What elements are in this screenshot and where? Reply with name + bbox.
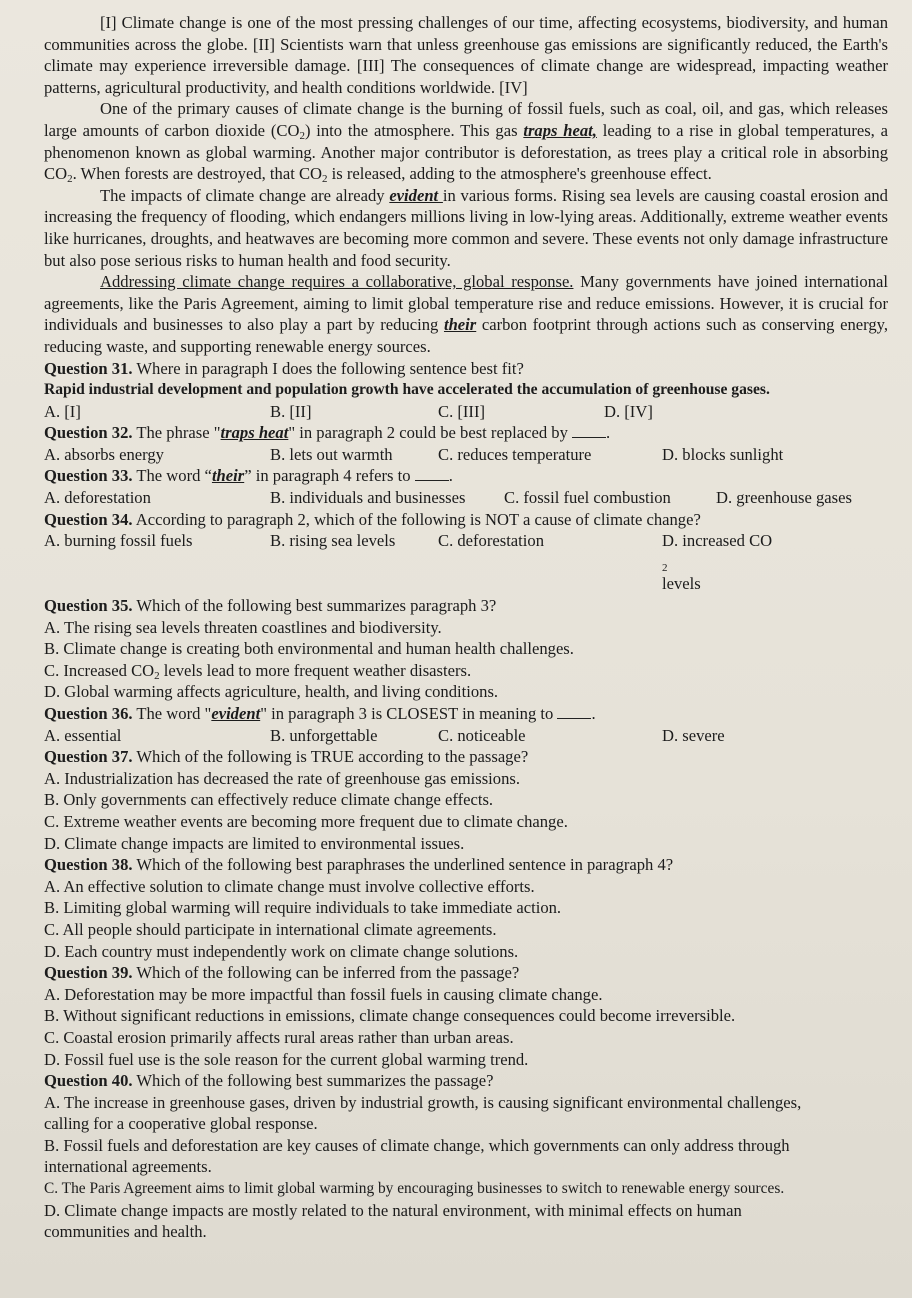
option-b[interactable]: B. rising sea levels — [270, 531, 396, 551]
option-c[interactable]: C. noticeable — [438, 725, 526, 745]
question-39: Question 39. Which of the following can be inferred from the passage? — [44, 963, 520, 983]
word-their: their — [443, 315, 477, 335]
option-b[interactable]: B. Only governments can effectively reduce climate change effects. — [44, 790, 494, 810]
paragraph-1: [I] Climate change is one of the most pressing challenges of our time, affecting ecosystems, biodiversity, and human communities across the globe. [II] Scientists warn that unless greenhouse gas emissions are significantly reduced, the Earth's climate may experience irreversible damage. [III] The consequences of climate change are widespread, impacting weather patterns, agricultural productivity, and health conditions worldwide. [IV] — [44, 13, 888, 97]
option-c[interactable]: C. Extreme weather events are becoming more frequent due to climate change. — [44, 811, 568, 831]
option-d[interactable]: D. greenhouse gases — [716, 488, 852, 508]
option-d[interactable]: D. blocks sunlight — [662, 444, 784, 464]
option-c[interactable]: C. All people should participate in international climate agreements. — [44, 919, 497, 939]
option-a[interactable]: A. absorbs energy — [44, 444, 164, 464]
option-b[interactable]: B. Climate change is creating both environmental and human health challenges. — [44, 639, 574, 659]
underlined-sentence: Addressing climate change requires a collaborative, global response. — [100, 272, 574, 292]
question-35: Question 35. Which of the following best summarizes paragraph 3? — [44, 596, 497, 616]
option-b[interactable]: B. Fossil fuels and deforestation are key causes of climate change, which governments can only address through international agreements. — [44, 1135, 790, 1177]
word-evident: evident — [389, 185, 443, 205]
paragraph-2: One of the primary causes of climate change is the burning of fossil fuels, such as coal, oil, and gas, which releases large amounts of carbon dioxide $(CO_2)$ into the atmosphere. This gas traps heat, leading to a rise in global temperatures, a phenomenon known as global warming. Another major contributor is deforestation, as trees play a critical role in absorbing $CO_2$. When forests are destroyed, that $CO_2$ is released, adding to the atmosphere's greenhouse effect. — [44, 99, 888, 186]
option-b[interactable]: B. [II] — [270, 401, 312, 421]
option-d[interactable]: D. Each country must independently work on climate change solutions. — [44, 941, 519, 961]
question-31-statement: Rapid industrial development and population growth have accelerated the accumulation of greenhouse gases. — [44, 381, 770, 399]
reading-passage — [44, 12, 888, 358]
question-31: Question 31. Where in paragraph I does the following sentence best fit? — [44, 358, 524, 378]
option-a[interactable]: A. An effective solution to climate change must involve collective efforts. — [44, 876, 535, 896]
question-37: Question 37. Which of the following is TRUE according to the passage? — [44, 747, 529, 767]
option-d[interactable]: D. Climate change impacts are limited to environmental issues. — [44, 833, 465, 853]
option-d[interactable]: D. Climate change impacts are mostly related to the natural environment, with minimal effects on human communities and health. — [44, 1200, 742, 1242]
option-b[interactable]: B. Without significant reductions in emissions, climate change consequences could become irreversible. — [44, 1006, 736, 1026]
question-36: Question 36. The word "evident" in paragraph 3 is CLOSEST in meaning to . — [44, 704, 596, 723]
question-40: Question 40. Which of the following best summarizes the passage? — [44, 1071, 494, 1091]
answer-blank — [415, 468, 449, 481]
option-d[interactable]: D. severe — [662, 725, 725, 745]
question-33: Question 33. The word “their” in paragraph 4 refers to . — [44, 466, 453, 486]
option-d[interactable]: D. increased CO $_2$ levels — [662, 531, 773, 594]
option-a[interactable]: A. burning fossil fuels — [44, 531, 193, 551]
option-a[interactable]: A. deforestation — [44, 488, 151, 508]
paragraph-3: The impacts of climate change are already evident in various forms. Rising sea levels are causing coastal erosion and increasing the frequency of flooding, which endangers millions living in low-lying areas. Additionally, extreme weather events like hurricanes, droughts, and heatwaves are becoming more common and severe. These events not only damage infrastructure but also pose serious risks to human health and food security. — [44, 185, 888, 270]
paragraph-4: Addressing climate change requires a collaborative, global response. Many governments have joined international agreements, like the Paris Agreement, aiming to limit global temperature rise and reduce emissions. However, it is crucial for individuals and businesses to also play a part by reducing their carbon footprint through actions such as conserving energy, reducing waste, and supporting renewable energy sources. — [44, 272, 888, 356]
phrase-traps-heat: traps heat, — [523, 120, 597, 140]
question-38: Question 38. Which of the following best paraphrases the underlined sentence in paragraph 4? — [44, 855, 674, 875]
option-c[interactable]: C. The Paris Agreement aims to limit global warming by encouraging businesses to switch to renewable energy sources. — [44, 1180, 785, 1198]
question-32-options — [44, 444, 888, 466]
answer-blank — [557, 706, 591, 719]
question-31-options — [44, 401, 888, 423]
answer-blank — [572, 425, 606, 438]
option-b[interactable]: B. Limiting global warming will require individuals to take immediate action. — [44, 898, 562, 918]
option-c[interactable]: C. fossil fuel combustion — [504, 488, 671, 508]
option-c[interactable]: C. Coastal erosion primarily affects rural areas rather than urban areas. — [44, 1027, 514, 1047]
option-c[interactable]: C. [III] — [438, 401, 485, 421]
option-a[interactable]: A. Deforestation may be more impactful than fossil fuels in causing climate change. — [44, 984, 603, 1004]
option-d[interactable]: D. Global warming affects agriculture, health, and living conditions. — [44, 682, 499, 702]
question-34-options — [44, 530, 888, 595]
option-b[interactable]: B. unforgettable — [270, 725, 378, 745]
question-33-options — [44, 487, 888, 509]
option-c[interactable]: C. reduces temperature — [438, 444, 592, 464]
option-b[interactable]: B. individuals and businesses — [270, 488, 466, 508]
question-36-options — [44, 725, 888, 747]
option-a[interactable]: A. essential — [44, 725, 122, 745]
option-d[interactable]: D. Fossil fuel use is the sole reason for the current global warming trend. — [44, 1049, 529, 1069]
option-a[interactable]: A. The rising sea levels threaten coastlines and biodiversity. — [44, 617, 442, 637]
option-a[interactable]: A. Industrialization has decreased the rate of greenhouse gas emissions. — [44, 768, 520, 788]
option-a[interactable]: A. [I] — [44, 401, 81, 421]
option-c[interactable]: C. Increased $CO_2$ levels lead to more frequent weather disasters. — [44, 660, 472, 682]
option-a[interactable]: A. The increase in greenhouse gases, driven by industrial growth, is causing significant environmental challenges, calling for a cooperative global response. — [44, 1092, 802, 1134]
question-34: Question 34. According to paragraph 2, which of the following is NOT a cause of climate change? — [44, 509, 701, 529]
option-c[interactable]: C. deforestation — [438, 531, 544, 551]
option-d[interactable]: D. [IV] — [604, 401, 653, 421]
option-b[interactable]: B. lets out warmth — [270, 444, 393, 464]
question-32: Question 32. The phrase "traps heat" in paragraph 2 could be best replaced by . — [44, 423, 611, 443]
